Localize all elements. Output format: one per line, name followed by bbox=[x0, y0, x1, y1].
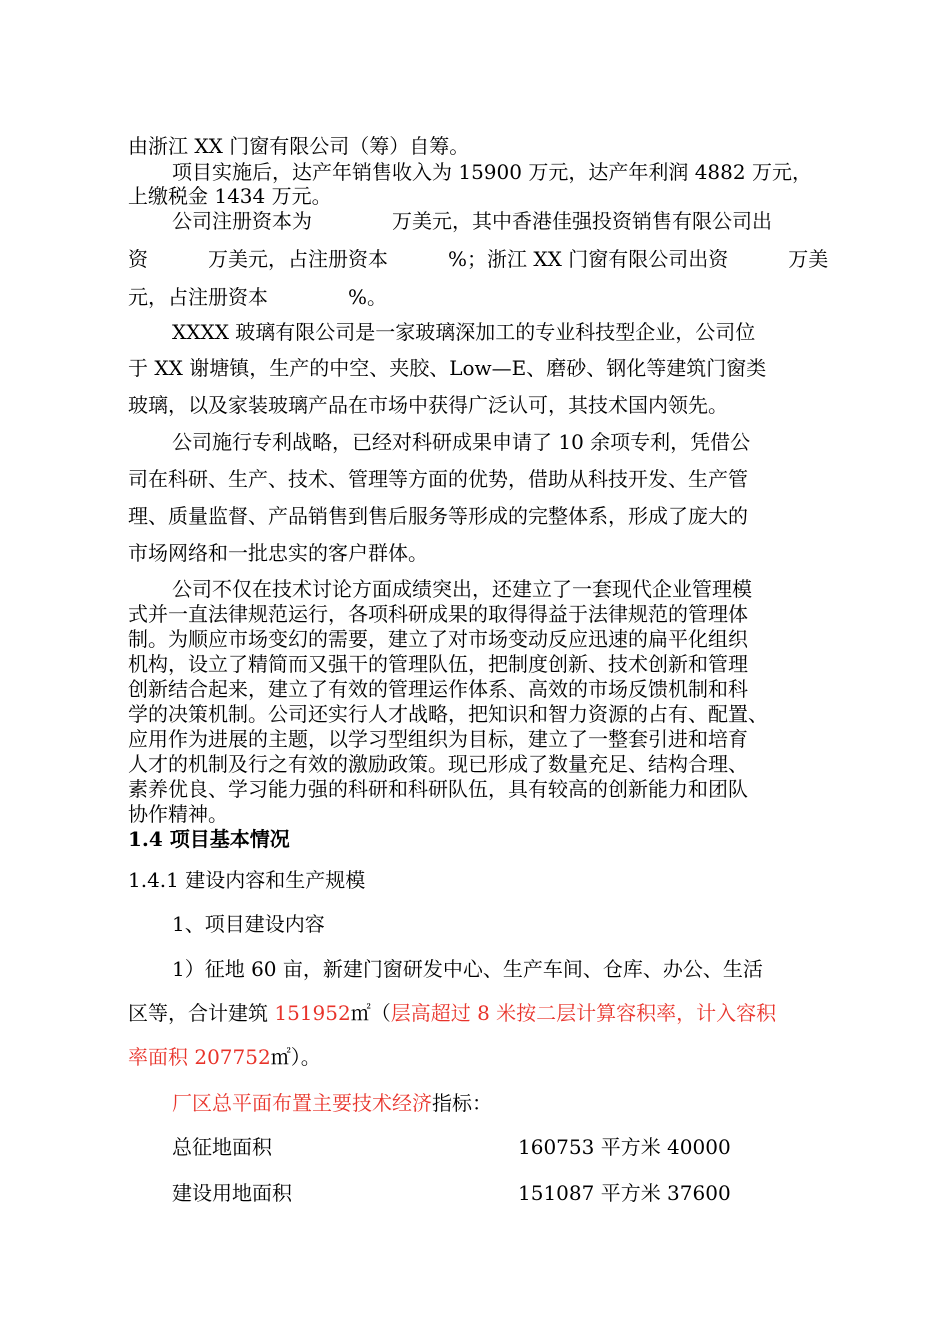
paragraph-line: 理、质量监督、产品销售到售后服务等形成的完整体系，形成了庞大的 bbox=[128, 504, 748, 528]
indicator-label: 总征地面积 bbox=[172, 1135, 272, 1159]
text-run: ㎡）。 bbox=[270, 1045, 321, 1069]
text-run: ㎡（ bbox=[350, 1001, 391, 1025]
paragraph-line: 公司注册资本为 万美元，其中香港佳强投资销售有限公司出 bbox=[172, 209, 772, 233]
indicator-value: 160753 平方米 40000 bbox=[518, 1135, 731, 1159]
highlight-text: 率面积 207752 bbox=[128, 1045, 271, 1069]
item-heading: 1、项目建设内容 bbox=[172, 912, 325, 936]
indicator-value: 151087 平方米 37600 bbox=[518, 1181, 731, 1205]
paragraph-line: 公司不仅在技术讨论方面成绩突出，还建立了一套现代企业管理模 bbox=[172, 577, 752, 601]
subsection-heading: 1.4.1 建设内容和生产规模 bbox=[128, 868, 366, 892]
paragraph-line: XXXX 玻璃有限公司是一家玻璃深加工的专业科技型企业，公司位 bbox=[172, 320, 756, 344]
highlight-text: 层高超过 8 米按二层计算容积率，计入容积 bbox=[390, 1001, 777, 1025]
paragraph-line bbox=[128, 997, 776, 1026]
highlight-text: 厂区总平面布置主要技术经济 bbox=[172, 1091, 432, 1115]
paragraph-line: 素养优良、学习能力强的科研和科研队伍，具有较高的创新能力和团队 bbox=[128, 777, 748, 801]
paragraph-line: 人才的机制及行之有效的激励政策。现已形成了数量充足、结构合理、 bbox=[128, 752, 748, 776]
paragraph-line: 制。为顺应市场变幻的需要，建立了对市场变动反应迅速的扁平化组织 bbox=[128, 627, 748, 651]
highlight-text: 151952 bbox=[274, 1001, 351, 1025]
paragraph-line: 创新结合起来，建立了有效的管理运作体系、高效的市场反馈机制和科 bbox=[128, 677, 748, 701]
paragraph-line: 1）征地 60 亩，新建门窗研发中心、生产车间、仓库、办公、生活 bbox=[172, 957, 763, 981]
paragraph-line: 司在科研、生产、技术、管理等方面的优势，借助从科技开发、生产管 bbox=[128, 467, 748, 491]
text-run: 区等，合计建筑 bbox=[128, 1001, 275, 1025]
paragraph-line: 上缴税金 1434 万元。 bbox=[128, 184, 332, 208]
paragraph-line: 由浙江 XX 门窗有限公司（筹）自筹。 bbox=[128, 134, 470, 158]
paragraph-line: 资 万美元，占注册资本 %；浙江 XX 门窗有限公司出资 万美 bbox=[128, 247, 829, 271]
paragraph-line: 应用作为进展的主题，以学习型组织为目标，建立了一整套引进和培育 bbox=[128, 727, 748, 751]
text-run: 指标： bbox=[432, 1091, 492, 1115]
paragraph-line: 学的决策机制。公司还实行人才战略，把知识和智力资源的占有、配置、 bbox=[128, 702, 768, 726]
paragraph-line: 机构，设立了精简而又强干的管理队伍，把制度创新、技术创新和管理 bbox=[128, 652, 748, 676]
indicators-title bbox=[172, 1087, 492, 1116]
paragraph-line: 元，占注册资本 %。 bbox=[128, 285, 388, 309]
paragraph-line: 于 XX 谢塘镇，生产的中空、夹胶、Low—E、磨砂、钢化等建筑门窗类 bbox=[128, 356, 767, 380]
paragraph-line: 式并一直法律规范运行，各项科研成果的取得得益于法律规范的管理体 bbox=[128, 602, 748, 626]
paragraph-line: 项目实施后，达产年销售收入为 15900 万元，达产年利润 4882 万元， bbox=[172, 160, 812, 184]
section-heading: 1.4 项目基本情况 bbox=[128, 827, 290, 851]
paragraph-line: 协作精神。 bbox=[128, 802, 228, 826]
indicator-label: 建设用地面积 bbox=[172, 1181, 292, 1205]
paragraph-line: 市场网络和一批忠实的客户群体。 bbox=[128, 541, 428, 565]
paragraph-line: 公司施行专利战略，已经对科研成果申请了 10 余项专利，凭借公 bbox=[172, 430, 751, 454]
paragraph-line bbox=[128, 1041, 321, 1070]
paragraph-line: 玻璃，以及家装玻璃产品在市场中获得广泛认可，其技术国内领先。 bbox=[128, 393, 728, 417]
